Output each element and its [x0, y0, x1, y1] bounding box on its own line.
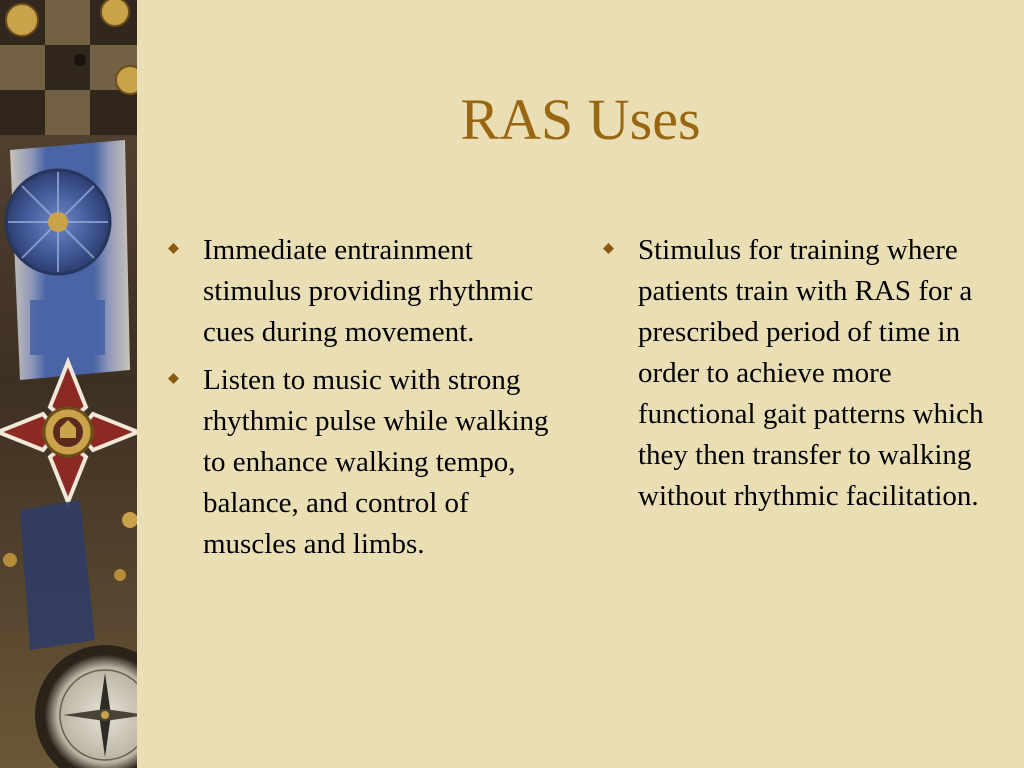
- right-bullet-list: [598, 230, 998, 524]
- list-item: [163, 230, 563, 353]
- left-bullet-list: [163, 230, 563, 572]
- bullet-text: Stimulus for training where patients train with RAS for a prescribed period of time in order to achieve more functional gait patterns which they then transfer to walking without rhythmic facilitation.: [638, 234, 984, 512]
- decorative-side-image: [0, 0, 137, 768]
- medal-collage-icon: [0, 0, 137, 768]
- slide-title: RAS Uses: [460, 87, 701, 152]
- diamond-bullet-icon: [603, 243, 614, 254]
- diamond-bullet-icon: [168, 243, 179, 254]
- diamond-bullet-icon: [168, 373, 179, 384]
- bullet-text: Immediate entrainment stimulus providing rhythmic cues during movement.: [203, 234, 534, 348]
- list-item: [598, 230, 998, 517]
- list-item: [163, 360, 563, 565]
- bullet-text: Listen to music with strong rhythmic pulse while walking to enhance walking tempo, balance, and control of muscles and limbs.: [203, 364, 549, 560]
